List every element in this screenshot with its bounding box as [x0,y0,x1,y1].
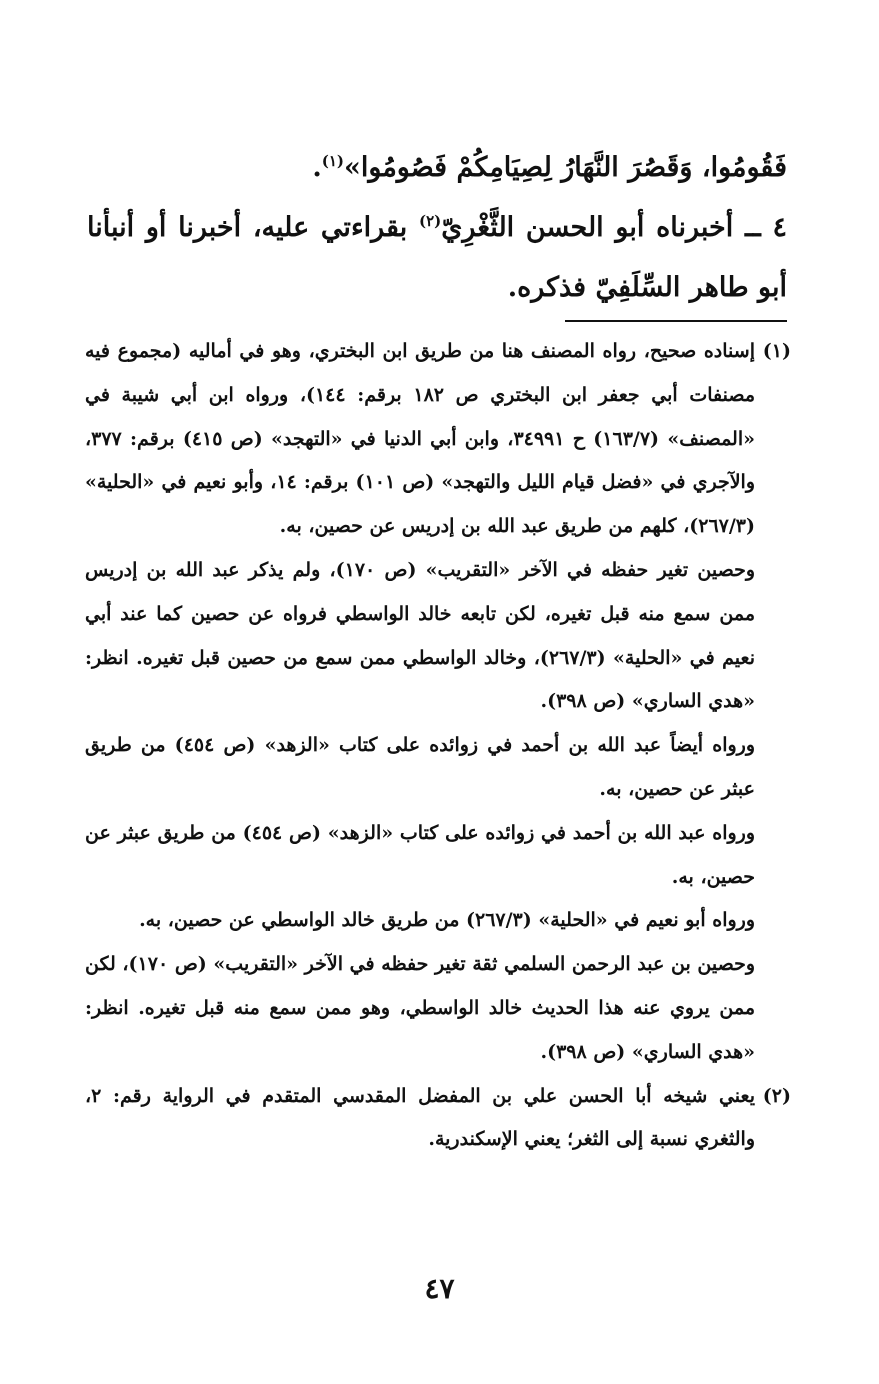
footnote-paragraph: ورواه أيضاً عبد الله بن أحمد في زوائده على كتاب «الزهد» (ص ٤٥٤) من طريق عبثر عن حصين، به. [85,734,755,800]
footnote-number: (٢) [762,1084,791,1107]
footnotes [85,330,791,1162]
footnote-ref-1: (١) [321,152,344,170]
verse-text: فَقُومُوا، وَقَصُرَ النَّهَارُ لِصِيَامِكُمْ فَصُومُوا» [344,152,787,183]
verse-paragraph [87,138,787,198]
footnote-paragraph: ورواه أبو نعيم في «الحلية» (٢٦٧/٣) من طريق خالد الواسطي عن حصين، به. [139,909,755,932]
footnote-paragraph: وحصين تغير حفظه في الآخر «التقريب» (ص ١٧٠)، ولم يذكر عبد الله بن إدريس ممن سمع منه قبل تغيره، لكن تابعه خالد الواسطي فرواه عن حصين كما عند أبي نعيم في «الحلية» (٢٦٧/٣)، وخالد الواسطي ممن سمع من حصين قبل تغيره. انظر: «هدي الساري» (ص ٣٩٨). [85,558,756,713]
footnote-separator [565,320,787,322]
main-text [87,138,787,318]
hadith-4-text-start: ٤ ــ أخبرناه أبو الحسن الثَّغْرِيّ [441,212,788,243]
footnote-body [85,330,755,1075]
hadith-4-text-end: بقراءتي عليه، أخبرنا أو أنبأنا أبو طاهر السِّلَفِيّ فذكره. [87,212,787,303]
footnote-number: (١) [762,340,791,362]
footnote-paragraph: يعني شيخه أبا الحسن علي بن المفضل المقدسي المتقدم في الرواية رقم: ٢، والثغري نسبة إلى الثغر؛ يعني الإسكندرية. [85,1084,755,1151]
footnote-paragraph: إسناده صحيح، رواه المصنف هنا من طريق ابن البختري، وهو في أماليه (مجموع فيه مصنفات أبي جعفر ابن البختري ص ١٨٢ برقم: ١٤٤)، ورواه ابن أبي شيبة في «المصنف» (١٦٣/٧) ح ٣٤٩٩١، وابن أبي الدنيا في «التهجد» (ص ٤١٥) برقم: ٣٧٧، والآجري في «فضل قيام الليل والتهجد» (ص ١٠١) برقم: ١٤، وأبو نعيم في «الحلية» (٢٦٧/٣)، كلهم من طريق عبد الله بن إدريس عن حصين، به. [85,340,755,538]
footnote-1 [85,330,791,1075]
page-number: ٤٧ [424,1272,455,1305]
footnote-2 [85,1075,791,1163]
footnote-paragraph: ورواه عبد الله بن أحمد في زوائده على كتاب «الزهد» (ص ٤٥٤) من طريق عبثر عن حصين، به. [85,821,756,888]
hadith-4-paragraph [87,198,787,318]
verse-end-mark: . [312,152,322,183]
footnote-body [85,1075,755,1163]
footnote-paragraph: وحصين بن عبد الرحمن السلمي ثقة تغير حفظه في الآخر «التقريب» (ص ١٧٠)، لكن ممن يروي عنه هذا الحديث خالد الواسطي، وهو ممن سمع منه قبل تغيره. انظر: «هدي الساري» (ص ٣٩٨). [85,953,755,1063]
footnote-ref-2: (٢) [418,212,442,230]
